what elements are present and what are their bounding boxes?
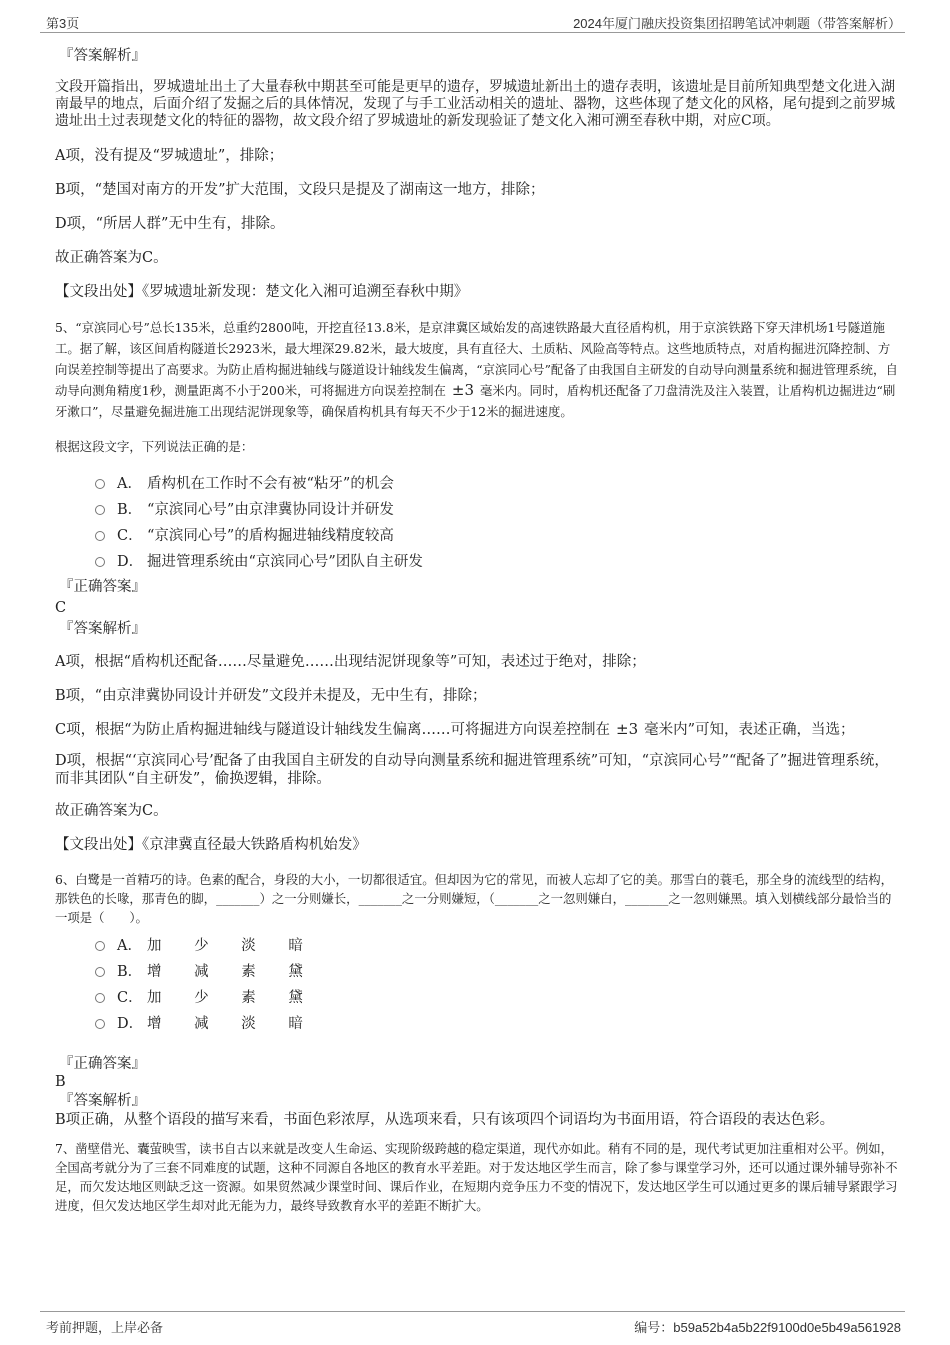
q5-b-note: B项，“由京津冀协同设计并研发”文段并未提及，无中生有，排除； [55,688,487,704]
q4-source: 【文段出处】《罗城遗址新发现：楚文化入湘可追溯至春秋中期》 [55,284,469,300]
q5-d-note: D项，根据“‘京滨同心号’配备了由我国自主研发的自动导向测量系统和掘进管理系统”可知，“京滨同心号”“配备了”掘进管理系统，而非其团队“自主研发”，偷换逻辑，排除。 [55,753,889,787]
q4-analysis-text: 文段开篇指出，罗城遗址出土了大量春秋中期甚至可能是更早的遗存，罗城遗址新出土的遗存表明，该遗址是目前所知典型楚文化进入湖南最早的地点，后面介绍了发掘之后的具体情况，发现了与手工业活动相关的遗址、器物，这些体现了楚文化的风格，尾句提到之前罗城遗址出土过表现楚文化的特征的器物，故文段介绍了罗城遗址的新发现验证了楚文化入湘可溯至春秋中期，对应C项。 [55,79,895,129]
q5-analysis-label: 『答案解析』 [59,621,146,637]
radio-icon[interactable] [95,941,105,951]
q5-option-b[interactable]: B． “京滨同心号”由京津冀协同设计并研发 [95,495,900,521]
q6-answer-label: 『正确答案』 [59,1056,146,1072]
q6-options [55,931,900,1035]
page-header [40,10,905,33]
document-id: 编号：b59a52b4a5b22f9100d0e5b49a561928 [634,1320,901,1335]
q5-option-d[interactable]: D． 掘进管理系统由“京滨同心号”团队自主研发 [95,547,900,573]
q4-b-note: B项，“楚国对南方的开发”扩大范围，文段只是提及了湖南这一地方，排除； [55,182,545,198]
q5-conclusion: 故正确答案为C。 [55,803,168,819]
q5-answer: C [55,600,67,616]
q4-conclusion: 故正确答案为C。 [55,250,168,266]
q5-stem-before: 5、“京滨同心号”总长135米，总重约2800吨，开挖直径13.8米，是京津冀区域始发的高速铁路最大直径盾构机，用于京滨铁路下穿天津机场1号隧道施工。据了解，该区间盾构隧道长2923米，最大埋深29.82米，最大坡度，具有直径大、土质粘、风险高等特点。这些地质特点，对盾构掘进沉降控制、方向误差控制等提出了高要求。为防止盾构掘进轴线与隧道设计轴线发生偏离，“京滨同心号”配备了由我国自主研发的自动导向测量系统和掘进管理系统，自动导向测角精度1秒，测量距离不小于200米，可将掘进方向误差控制在 [55,320,898,398]
q6-option-c[interactable]: C． 加 少 素 黛 [95,983,900,1009]
radio-icon[interactable] [95,531,105,541]
plus-minus-value: ±3 [616,720,639,738]
q4-analysis-label: 『答案解析』 [59,48,146,64]
q5-answer-label: 『正确答案』 [59,579,146,595]
radio-icon[interactable] [95,479,105,489]
q4-a-note: A项，没有提及“罗城遗址”，排除； [55,148,284,164]
q5-a-note: A项，根据“盾构机还配备……尽量避免……出现结泥饼现象等”可知，表述过于绝对，排除； [55,654,646,670]
q6-analysis-label: 『答案解析』 [59,1093,146,1109]
document-body [55,40,900,1215]
q5-source: 【文段出处】《京津冀直径最大铁路盾构机始发》 [55,837,367,853]
q5-c-note: C项，根据“为防止盾构掘进轴线与隧道设计轴线发生偏离……可将掘进方向误差控制在 ±3 毫米内”可知，表述正确，当选； [55,720,855,738]
q7-stem: 7、凿壁借光、囊萤映雪，读书自古以来就是改变人生命运、实现阶级跨越的稳定渠道，现代亦如此。稍有不同的是，现代考试更加注重相对公平。例如，全国高考就分为了三套不同难度的试题，这种不同源自各地区的教育水平差距。对于发达地区学生而言，除了参与课堂学习外，还可以通过课外辅导弥补不足，而欠发达地区则缺乏这一资源。如果贸然减少课堂时间、课后作业，在短期内竞争压力不变的情况下，发达地区学生可以通过更多的课后辅导紧跟学习进度，但欠发达地区学生却对此无能为力，最终导致教育水平的差距不断扩大。 [55,1141,898,1213]
radio-icon[interactable] [95,1019,105,1029]
q6-option-d[interactable]: D． 增 减 淡 暗 [95,1009,900,1035]
q4-d-note: D项，“所居人群”无中生有，排除。 [55,216,285,232]
q5-prompt: 根据这段文字，下列说法正确的是： [55,439,254,454]
page-footer [40,1311,905,1334]
q5-stem [55,317,900,422]
q6-analysis-text: B项正确，从整个语段的描写来看，书面色彩浓厚，从选项来看，只有该项四个词语均为书面用语，符合语段的表达色彩。 [55,1112,835,1128]
q5-options [55,469,900,573]
radio-icon[interactable] [95,505,105,515]
plus-minus-value: ±3 [451,381,474,399]
q6-answer: B [55,1074,66,1090]
footer-slogan: 考前押题，上岸必备 [46,1320,164,1335]
page-number: 第3页 [46,16,80,31]
q5-option-c[interactable]: C． “京滨同心号”的盾构掘进轴线精度较高 [95,521,900,547]
q5-option-a[interactable]: A． 盾构机在工作时不会有被“粘牙”的机会 [95,469,900,495]
radio-icon[interactable] [95,967,105,977]
q6-option-a[interactable]: A． 加 少 淡 暗 [95,931,900,957]
q6-stem: 6、白鹭是一首精巧的诗。色素的配合，身段的大小，一切都很适宜。但却因为它的常见，而被人忘却了它的美。那雪白的蓑毛，那全身的流线型的结构，那铁色的长喙，那青色的脚，_______）之一分则嫌长，_______之一分则嫌短，（_______之一忽则嫌白，_______之一忽则嫌黑。填入划横线部分最恰当的一项是（ ）。 [55,872,894,925]
document-title: 2024年厦门融庆投资集团招聘笔试冲刺题（带答案解析） [573,16,901,31]
radio-icon[interactable] [95,993,105,1003]
radio-icon[interactable] [95,557,105,567]
q6-option-b[interactable]: B． 增 减 素 黛 [95,957,900,983]
q5-stem-after: 毫米内。同时，盾构机还配备了刀盘清洗及注入装置，让盾构机边掘进边“刷牙漱口”，尽量避免掘进施工出现结泥饼现象等，确保盾构机具有每天不少于12米的掘进速度。 [55,383,896,419]
